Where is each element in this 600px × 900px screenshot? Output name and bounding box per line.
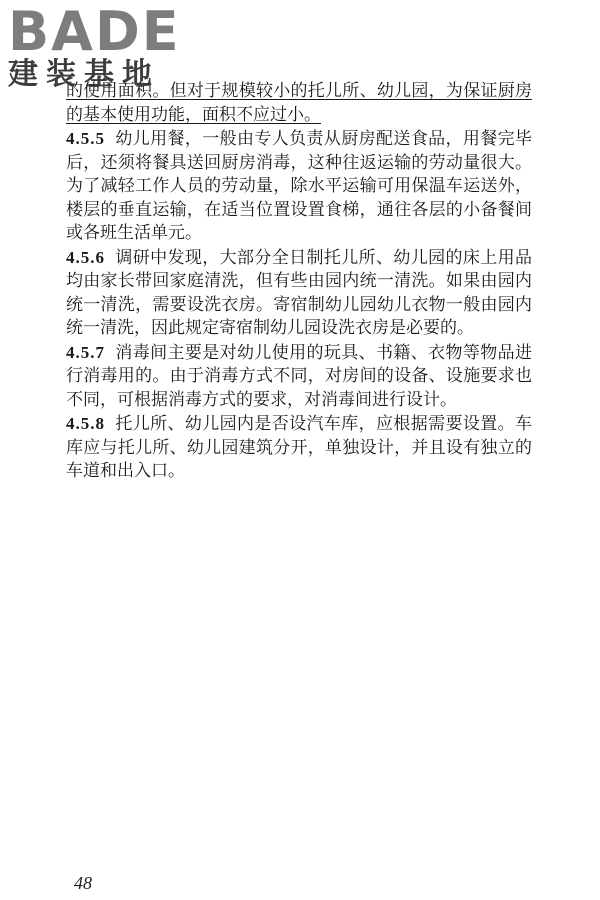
clause-text: 托儿所、幼儿园内是否设汽车库，应根据需要设置。车库应与托儿所、幼儿园建筑分开，单独设计，并且设有独立的车道和出入口。 <box>66 414 532 481</box>
clause-number: 4.5.7 <box>66 342 105 362</box>
clause-4-5-8 <box>66 412 532 484</box>
page-number: 48 <box>74 873 92 893</box>
watermark-latin-text: BADE <box>8 0 181 63</box>
clause-4-5-5 <box>66 127 532 246</box>
bade-watermark-logo <box>8 0 183 92</box>
clause-text: 幼儿用餐，一般由专人负责从厨房配送食品，用餐完毕后，还须将餐具送回厨房消毒，这种往返运输的劳动量很大。为了减轻工作人员的劳动量，除水平运输可用保温车运送外，楼层的垂直运输，在适当位置设置食梯，通往各层的小备餐间或各班生活单元。 <box>66 129 532 243</box>
clause-number: 4.5.8 <box>66 414 105 433</box>
clause-4-5-6 <box>66 246 532 341</box>
clause-number: 4.5.6 <box>66 247 105 267</box>
page-body <box>66 80 532 484</box>
clause-text: 调研中发现，大部分全日制托儿所、幼儿园的床上用品均由家长带回家庭清洗，但有些由园内统一清洗。如果由园内统一清洗，需要设洗衣房。寄宿制幼儿园幼儿衣物一般由园内统一清洗，因此规定寄宿制幼儿园设洗衣房是必要的。 <box>66 247 532 338</box>
clause-number: 4.5.5 <box>66 129 105 148</box>
paragraph-text: 的使用面积。但对于规模较小的托儿所、幼儿园，为保证厨房的基本使用功能，面积不应过小。 <box>66 81 532 125</box>
clause-4-5-7 <box>66 341 532 413</box>
watermark-cjk-text: 建装基地 <box>8 57 160 92</box>
clause-text: 消毒间主要是对幼儿使用的玩具、书籍、衣物等物品进行消毒用的。由于消毒方式不同，对房间的设备、设施要求也不同，可根据消毒方式的要求，对消毒间进行设计。 <box>66 342 532 410</box>
